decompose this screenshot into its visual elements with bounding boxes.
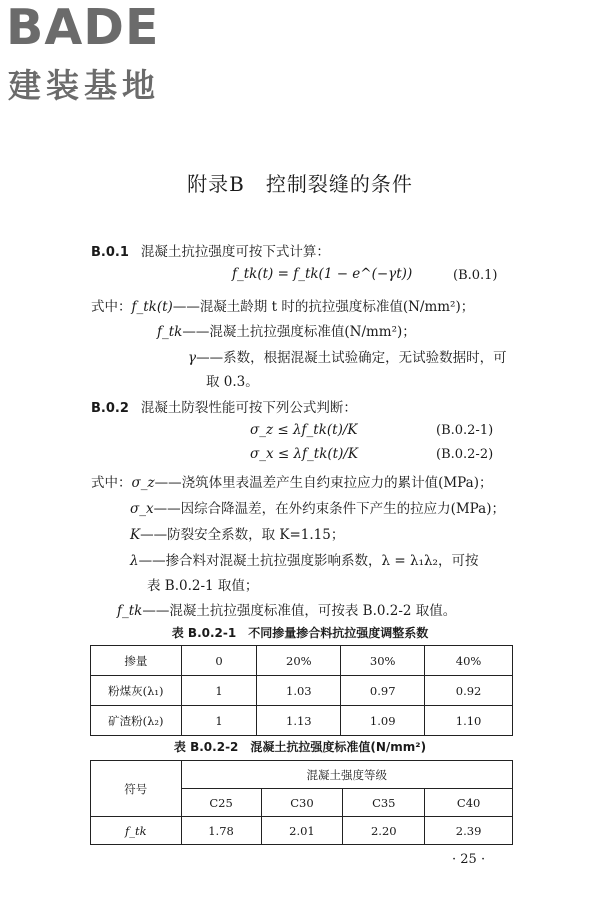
section-b02-number: B.0.2 bbox=[91, 401, 129, 416]
where-desc: ——防裂安全系数，取 K=1.15； bbox=[140, 527, 345, 543]
table2-caption: 表 B.0.2-2 混凝土抗拉强度标准值(N/mm²) bbox=[173, 740, 427, 754]
table1-header-row bbox=[91, 646, 513, 676]
section-b01-number: B.0.1 bbox=[91, 245, 129, 260]
formula-b01 bbox=[232, 266, 412, 282]
where-prefix: 式中： bbox=[91, 299, 132, 315]
where-desc: ——掺合料对混凝土抗拉强度影响系数，λ = λ₁λ₂，可按 bbox=[138, 553, 479, 569]
where-symbol: f_tk bbox=[157, 324, 183, 340]
where-symbol: λ bbox=[130, 553, 139, 569]
section-b01-text: 混凝土抗拉强度可按下式计算： bbox=[140, 244, 330, 260]
table1-cell: 0.97 bbox=[341, 676, 425, 706]
table1-cell: 0.92 bbox=[425, 676, 513, 706]
formula-b021-label: (B.0.2-1) bbox=[436, 423, 494, 438]
table2-grade-cell: C40 bbox=[425, 789, 513, 817]
section-b01-heading bbox=[91, 240, 330, 260]
where-symbol: K bbox=[130, 527, 141, 543]
formula-b022-expr: σ_x ≤ λf_tk(t)/K bbox=[250, 446, 358, 462]
table1-cell: 1 bbox=[181, 676, 257, 706]
table1-cell: 1.09 bbox=[341, 706, 425, 736]
table2-grade-cell: C35 bbox=[343, 789, 425, 817]
where-b02-row-3 bbox=[130, 523, 344, 543]
table2 bbox=[90, 760, 513, 845]
table-row bbox=[91, 817, 513, 845]
table1-cell: 1.10 bbox=[425, 706, 513, 736]
where-symbol: γ bbox=[188, 350, 197, 366]
where-desc: ——混凝土龄期 t 时的抗拉强度标准值(N/mm²)； bbox=[172, 299, 475, 315]
where-b02-last bbox=[117, 599, 456, 619]
formula-b01-expr: f_tk(t) = f_tk(1 − e^(−γt)) bbox=[232, 266, 413, 282]
table2-cell: 2.20 bbox=[343, 817, 425, 845]
table1-cell: 粉煤灰(λ₁) bbox=[91, 676, 182, 706]
logo-letters: BADE bbox=[6, 0, 160, 56]
where-desc: ——系数，根据混凝土试验确定，无试验数据时，可 bbox=[196, 350, 507, 366]
formula-b021-expr: σ_z ≤ λf_tk(t)/K bbox=[250, 422, 358, 438]
section-b02-text: 混凝土防裂性能可按下列公式判断： bbox=[140, 400, 357, 416]
where-b01-row-2 bbox=[157, 320, 416, 340]
table-row bbox=[91, 676, 513, 706]
where-symbol: σ_z bbox=[131, 475, 155, 491]
where-symbol: f_tk bbox=[117, 603, 143, 619]
table2-grade-cell: C30 bbox=[261, 789, 343, 817]
where-b01-row-3 bbox=[188, 346, 507, 366]
table2-symbol-header: 符号 bbox=[91, 761, 182, 817]
table1 bbox=[90, 645, 513, 736]
where-desc: ——混凝土抗拉强度标准值(N/mm²)； bbox=[182, 324, 416, 340]
table1-cell: 1.03 bbox=[257, 676, 341, 706]
formula-b022-label: (B.0.2-2) bbox=[436, 447, 494, 462]
table2-grade-cell: C25 bbox=[181, 789, 261, 817]
where-b02-row-4 bbox=[130, 549, 478, 569]
table1-cell: 1 bbox=[181, 706, 257, 736]
where-symbol: σ_x bbox=[130, 501, 154, 517]
formula-b01-label: (B.0.1) bbox=[453, 268, 498, 283]
table2-cell: 2.01 bbox=[261, 817, 343, 845]
where-desc: ——浇筑体里表温差产生自约束拉应力的累计值(MPa)； bbox=[154, 475, 493, 491]
table2-cell: 2.39 bbox=[425, 817, 513, 845]
page-number: · 25 · bbox=[452, 852, 486, 867]
where-prefix: 式中： bbox=[91, 475, 132, 491]
table2-cell: 1.78 bbox=[181, 817, 261, 845]
where-b02-cont: 表 B.0.2-1 取值； bbox=[147, 578, 259, 594]
where-symbol: f_tk(t) bbox=[131, 299, 173, 315]
where-b01-row-1 bbox=[91, 295, 474, 315]
section-b02-heading bbox=[91, 396, 357, 416]
bade-logo bbox=[6, 0, 176, 105]
where-b02-row-2 bbox=[130, 497, 505, 517]
table1-header-cell: 0 bbox=[181, 646, 257, 676]
table1-header-cell: 20% bbox=[257, 646, 341, 676]
where-b02-row-1 bbox=[91, 471, 492, 491]
table2-group-row bbox=[91, 761, 513, 789]
where-b01-cont: 取 0.3。 bbox=[206, 374, 259, 390]
where-desc: ——混凝土抗拉强度标准值，可按表 B.0.2-2 取值。 bbox=[142, 603, 457, 619]
where-desc: ——因综合降温差，在外约束条件下产生的拉应力(MPa)； bbox=[153, 501, 505, 517]
logo-subtitle: 建装基地 bbox=[8, 66, 160, 105]
table2-row-symbol: f_tk bbox=[91, 817, 182, 845]
table-row bbox=[91, 706, 513, 736]
table1-cell: 矿渣粉(λ₂) bbox=[91, 706, 182, 736]
table2-group-header: 混凝土强度等级 bbox=[181, 761, 512, 789]
table1-header-cell: 掺量 bbox=[91, 646, 182, 676]
table1-header-cell: 30% bbox=[341, 646, 425, 676]
table1-caption: 表 B.0.2-1 不同掺量掺合料抗拉强度调整系数 bbox=[171, 626, 429, 640]
table1-cell: 1.13 bbox=[257, 706, 341, 736]
appendix-title: 附录B 控制裂缝的条件 bbox=[187, 172, 413, 196]
table1-header-cell: 40% bbox=[425, 646, 513, 676]
